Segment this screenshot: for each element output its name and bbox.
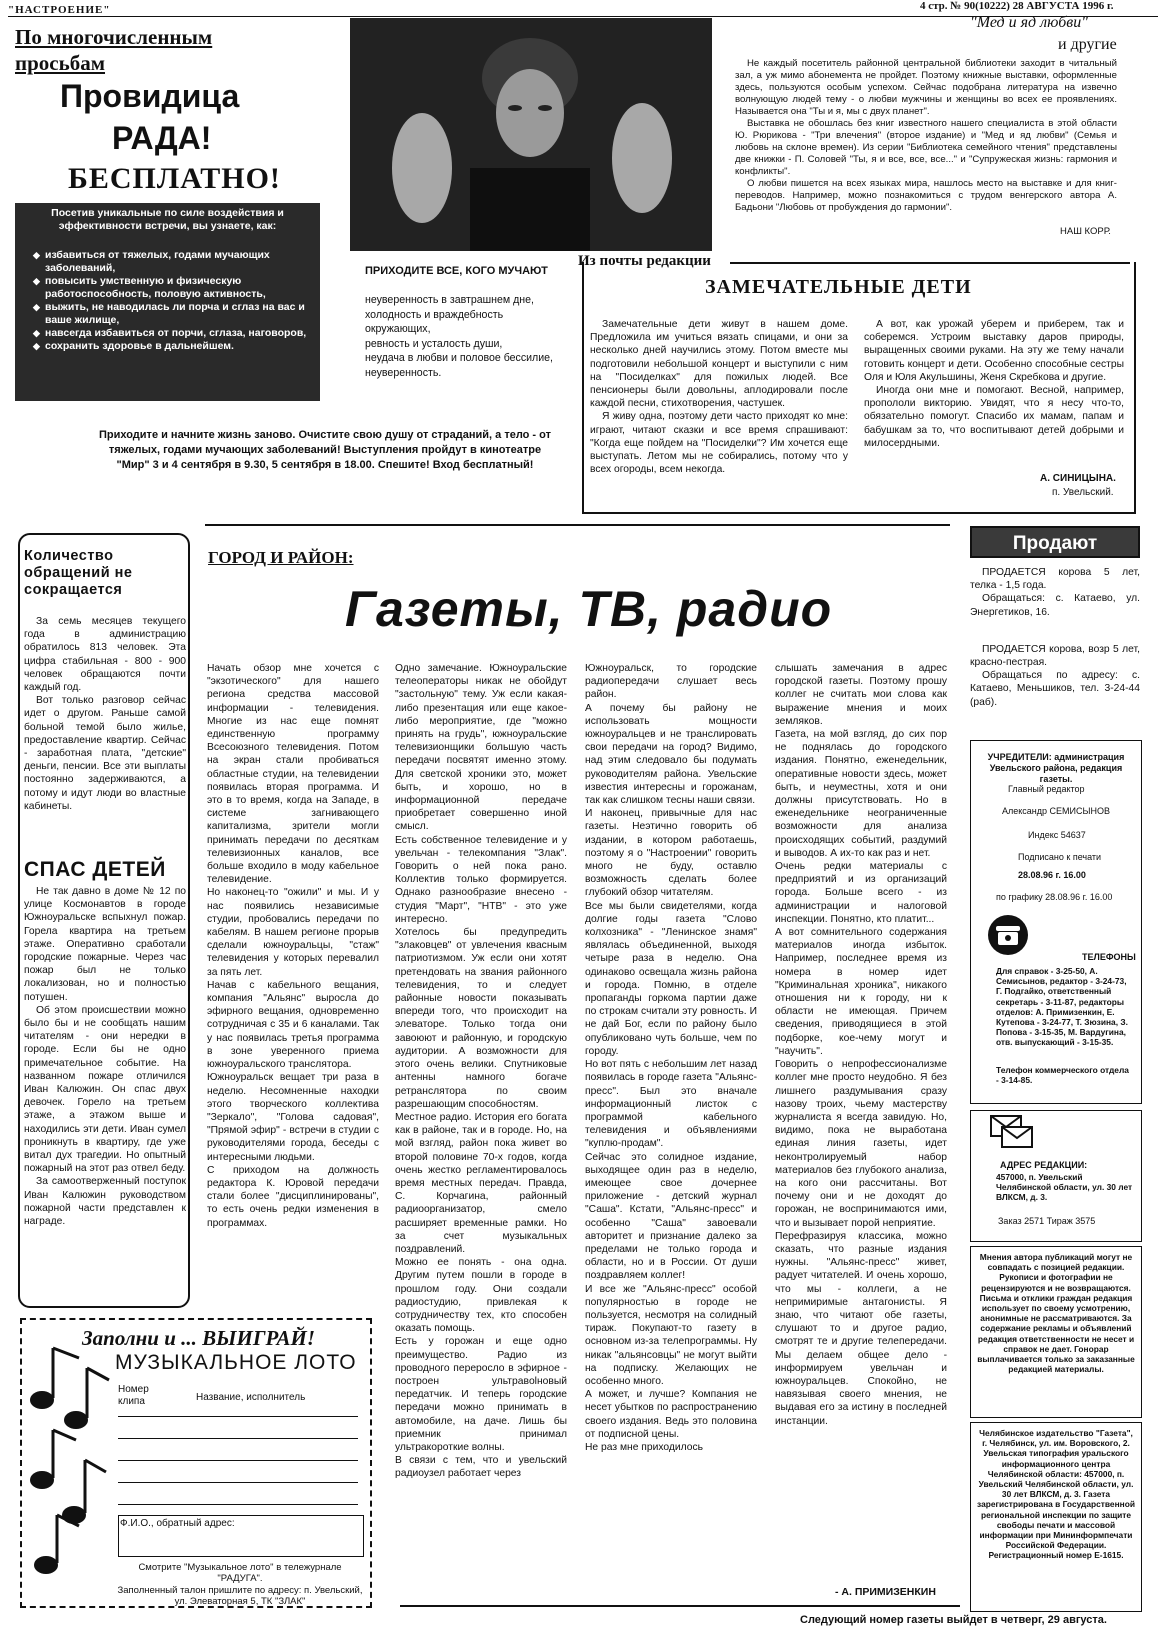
library-body <box>735 58 1117 214</box>
requests-body <box>24 615 186 813</box>
kids-kicker: Из почты редакции <box>578 253 711 269</box>
loto-number-label: Номер клипа <box>118 1384 149 1407</box>
publisher-text: Челябинское издательство "Газета", г. Челябинск, ул. им. Воровского, 2. Увельская типография уральского информационного центра Челябинской области: 457000, п. Увельский Челябинской области, ул. 30 лет ВЛКСМ, д. 3. Газета зарегистрирована в Государственной региональной инспекции по защите свободы печати и массовой информации при Мининформпечати Российской Федерации. Регистрационный номер Е-1615. <box>977 1428 1135 1561</box>
paragraph: О любви пишется на всех языках мира, нашлось место на выставке и для книг-переводов. Например, можно познакомиться с трудом венгерского автора А. Бадьони "Любовь от пробуждения до гармонии". <box>735 178 1117 213</box>
main-col-3: Южноуральск, то городские радиопередачи слушает весь район. А почему бы району не использовать мощности южноуральцев и не транслировать свои передачи на город? Видимо, над этим следовало бы подумать руководителям района. Увельские известия интересны и горожанам, так как слишком тесны наши связи. И наконец, привычные для нас газеты. Неэтично говорить об издании, в котором работаешь, поэтому я о "Настроении" говорить много не буду, оставлю возможность сделать более глубокий обзор читателям. Все мы были свидетелями, когда долгие годы газета "Слово колхозника" - "Ленинское знамя" являлась объединенной, выходя четыре раза в неделю. Она одинаково освещала жизнь района и города. Помню, в отделе пропаганды горкома партии даже по строкам считали эту ровность. И не дай Бог, если по району было опубликовано чуть больше, чем по городу. Но вот пять с небольшим лет назад появилась в городе газета "Альянс-пресс". Был это вначале информационный листок с программой кабельного телевидения и объявлениями "куплю-продам". Сейчас это солидное издание, выходящее один раз в неделю, имеющее свое дочернее приложение - детский журнал "Саша". Кстати, "Альянс-пресс" и особенно "Саша" завоевали авторитет и признание далеко за пределами не только города и области, но и в России. От души поздравляем коллег! И все же "Альянс-пресс" особой популярностью в городе не пользуется, несмотря на солидный тираж. Покупают-то газету в основном из-за телепрограммы. Ну никак "альянсовцы" не могут выйти на подписку. Желающих не особенно много. А может, и лучше? Компания не несет убытков по распространению своего издания. Ведь это половина от подписной цены. Не раз мне приходилось <box>585 663 757 1453</box>
imprint-editor-role: Главный редактор <box>1008 784 1085 794</box>
imprint-schedule: по графику 28.08.96 г. 16.00 <box>996 892 1113 902</box>
ad-text: ПРОДАЕТСЯ корова 5 лет, телка - 1,5 года. <box>970 567 1140 592</box>
imprint-phones: Для справок - 3-25-50, А. Семисынов, редактор - 3-24-73, Г. Подгайко, ответственный секретарь - 3-11-87, редакторы отделов: А. Примизенкин, Е. Кутепова - 3-24-77, Т. Зюзина, З. Попова - 3-15-35, М. Вардугина, отв. выпускающий - 3-15-35. <box>996 966 1128 1048</box>
mail-icon <box>990 1115 1034 1154</box>
loto-kicker: Заполни и ... ВЫИГРАЙ! <box>82 1326 316 1350</box>
imprint-signed-date: 28.08.96 г. 16.00 <box>1018 870 1086 880</box>
paragraph: А вот, как урожай уберем и приберем, так и соберемся. Устроим выставку даров природы, выращенных своими руками. На эту же тему начали готовить концерт и дети. Особенно способные сестры Оля и Юля Акульшины, Женя Скребкова и другие. <box>864 319 1124 383</box>
loto-send: Заполненный талон пришлите по адресу: п. Увельский, ул. Элеваторная 5, ТК "ЗЛАК" <box>117 1585 363 1607</box>
list-item: холодность и враждебность окружающих, <box>365 308 504 335</box>
psychic-kicker: По многочисленным просьбам <box>15 25 213 75</box>
come-list <box>365 293 565 380</box>
phone-icon <box>988 915 1028 955</box>
issue-info: 4 стр. № 90(10222) 28 АВГУСТА 1996 г. <box>920 0 1114 12</box>
library-sign: НАШ КОРР. <box>1060 226 1111 237</box>
list-item: неуверенность в завтрашнем дне, <box>365 294 534 306</box>
paragraph: Иногда они мне и помогают. Весной, например, пропололи викторию. Увидят, что я несу что-то, обязательно помогут. Спасибо их мамам, папам и бабушкам за то, что воспитывают детей добрыми и милосердными. <box>864 385 1124 449</box>
psychic-title-2: РАДА! <box>112 120 212 156</box>
rescue-title: СПАС ДЕТЕЙ <box>24 858 166 881</box>
main-title: Газеты, ТВ, радио <box>345 581 833 637</box>
psychic-box-intro: Посетив уникальные по силе воздействия и эффективности встречи, вы узнаете, как: <box>51 207 284 232</box>
kids-sign-2: п. Увельский. <box>1052 487 1114 498</box>
psychic-footer: Приходите и начните жизнь заново. Очистите свою душу от страданий, а тело - от тяжелых, годами мучающих заболеваний! Выступления пройдут в кинотеатре "Мир" 3 и 4 сентября в 9.30, 5 сентября в 18.00. Спешите! Вход бесплатный! <box>99 429 551 471</box>
disclaimer-text: Мнения автора публикаций могут не совпадать с позицией редакции. Рукописи и фотографии не рецензируются и не возвращаются. Письма и отклики граждан редакция использует по своему усмотрению, анонимные не рассматриваются. За содержание рекламы и объявлений редакция ответственности не несет и справок не дает. Гонорар выплачивается только за заказанные редакцией материалы. <box>977 1252 1135 1375</box>
loto-watch: Смотрите "Музыкальное лото" в тележурнале "РАДУГА". <box>138 1562 342 1584</box>
imprint-commerce: Телефон коммерческого отдела - 3-14-85. <box>996 1065 1129 1086</box>
address-title: АДРЕС РЕДАКЦИИ: <box>1000 1160 1088 1170</box>
paragraph: За самоотверженный поступок Иван Калюжин руководством пожарной части представлен к награде. <box>24 1176 186 1228</box>
psychic-title-1: Провидица <box>60 78 240 114</box>
library-title-1: "Мед и яд любви" <box>970 14 1088 31</box>
main-rubric: ГОРОД И РАЙОН: <box>208 548 354 567</box>
psychic-title-3: БЕСПЛАТНО! <box>68 162 281 195</box>
next-issue-note: Следующий номер газеты выйдет в четверг, 29 августа. <box>800 1614 1107 1626</box>
psychic-benefits-list <box>21 249 314 353</box>
section-label: "НАСТРОЕНИЕ" <box>8 4 111 16</box>
psychic-photo <box>350 18 712 251</box>
psychic-benefits-box <box>15 203 320 401</box>
list-item: ◆ избавиться от тяжелых, годами мучающих заболеваний, <box>33 249 314 275</box>
list-item: ◆ сохранить здоровье в дальнейшем. <box>33 340 314 353</box>
paragraph: Замечательные дети живут в нашем доме. Предложила им учиться вязать спицами, и они за несколько дней научились этому. Потом вместе мы подготовили небольшой концерт и выступили с ним на "Посиделках" для пожилых людей. Все пенсионеры были довольны, аплодировали после каждой песни, стихотворения, частушек. <box>590 319 848 410</box>
loto-title: МУЗЫКАЛЬНОЕ ЛОТО <box>115 1351 357 1374</box>
ad-text: Обращаться: с. Катаево, ул. Энергетиков, 16. <box>970 593 1140 618</box>
ad-text: Обращаться по адресу: с. Катаево, Меньшиков, тел. 3-24-44 (раб). <box>970 670 1140 708</box>
list-item: неуверенность. <box>365 366 442 379</box>
order-info: Заказ 2571 Тираж 3575 <box>998 1216 1096 1226</box>
sale-title: Продают <box>1012 533 1098 554</box>
paragraph: Вот только разговор сейчас идет о другом. Раньше самой больной темой было жилье, предоставление квартир. Сейчас - заработная плата, "детские" деньги, пенсии. Все эти выплаты постоянно задерживаются, а потому и идут люди во властные кабинеты. <box>24 695 186 812</box>
paragraph: Не каждый посетитель районной центральной библиотеки заходит в читальный зал, а уж мимо абонемента не пройдет. Поэтому книжные выставки, оформленные здесь, пользуются особым успехом. Сейчас подобрана литература на извечно волнующую людей тему - о любви мужчины и женщины во всех ее проявлениях. Называется она "Ты и я, мы с двух планет". <box>735 58 1117 117</box>
loto-fio-label: Ф.И.О., обратный адрес: <box>120 1518 235 1529</box>
paragraph: Об этом происшествии можно было бы и не сообщать нашим читателям - они нередки в городе. Если бы не одно примечательное событие. На названном пожаре отличился Иван Калюжин. Он спас двух девочек. Горело на третьем этаже, а этажом выше и находились эти дети. Иван сумел проникнуть в квартиру, где уже витал дух трагедии. Но опытный пожарный на этот раз отвел беду. <box>24 1004 186 1175</box>
main-sign: - А. ПРИМИЗЕНКИН <box>835 1586 936 1598</box>
library-title-2: и другие <box>1058 36 1117 53</box>
list-item: неудача в любви и половое бессилие, <box>365 352 553 364</box>
imprint-signed: Подписано к печати <box>1018 852 1102 862</box>
list-item: ◆ навсегда избавиться от порчи, сглаза, наговоров, <box>33 327 314 340</box>
address-text: 457000, п. Увельский Челябинской области, ул. 30 лет ВЛКСМ, д. 3. <box>996 1172 1133 1203</box>
main-col-2: Одно замечание. Южноуральские телеоператоры никак не обойдут "застольную" тему. Уж если какая-либо презентация или еще какое-либо мероприятие, где "можно принять на грудь", южноуральские телевизионщики большую часть передачи посвятят именно этому. Для светской хроники это, может быть, и хорошо, но в информационной передаче приобретает совершенно иной смысл. Есть собственное телевидение и у увельчан - телекомпания "Злак". Говорить о ней пока рано. Коллектив только формируется. Однако разнообразие внесено - студия "Март", "НТВ" - это уже интересно. Хотелось бы предупредить "злаковцев" от увлечения квасным патриотизмом. Уж если они хотят претендовать на звания районного телевидения, то и следует районные новости показывать впереди того, что происходит на элеваторе. Только тогда они завоюют и районную, и городскую аудитории. А возможности для этого очень велики. Спутниковые антенны намного богаче ретранслятора по своим разрешающим способностям. Местное радио. История его богата как в районе, так и в городе. Но, на мой взгляд, район пока живет во второй половине 70-х годов, когда очень жестко регламентировалось время местных передач. Правда, С. Корчагина, районный радиоорганизатор, смело расширяет временные рамки. Но за счет музыкальных поздравлений. Можно ее понять - она одна. Другим путем пошли в городе в прошлом году. Они создали радиостудию, привлекая к сотрудничеству тех, кто способен оказать помощь. Есть у горожан и еще одно преимущество. Радио из проводного переросло в эфирное - построен ультравolновый передатчик. И теперь городские передачи можно принимать в автомобиле, на даче. Лишь бы приемник принимал ультракороткие волны. В связи с тем, что и увельский радиоузел работает через <box>395 663 567 1480</box>
paragraph: За семь месяцев текущего года в администрацию обратилось 813 человек. Эта цифра стабильная - 800 - 900 человек обращаются почти каждый год. <box>24 616 186 694</box>
sale-header <box>970 526 1140 558</box>
music-notes-icon <box>24 1340 114 1605</box>
sale-ads <box>970 566 1140 709</box>
list-item: ◆ повысить умственную и физическую работоспособность, половую активность, <box>33 275 314 301</box>
main-col-4: слышать замечания в адрес городской газеты. Поэтому прошу коллег не считать мои слова как выражение мнения и моих земляков. Газета, на мой взгляд, до сих пор не поднялась до городского издания. Понятно, еженедельник, оперативные новости здесь, может быть, и неуместны, хотя и они должны присутствовать. Но в еженедельнике неограниченные возможности для анализа происходящих событий, раздумий и выводов. А их-то как раз и нет. Очень редки материалы с предприятий и из организаций города. Больше всего - из администрации и налоговой инспекции. Понятно, кто платит... А вот сомнительного содержания материалов иногда избыток. Например, последнее время из номера в номер идет "Криминальная хроника", никакого отношения ни к городу, ни к области не имеющая. Причем сведения, приводящиеся в этой подборке, кое-чему могут и "научить". Говорить о непрофессионализме коллег мне просто неудобно. Я без лишнего раздумывания сразу назову троих, чьему мастерству журналиста я всегда завидую. Но, видимо, пока не выработана единая линия газеты, идет неконтролируемый набор материалов без глубокого анализа, на кого они рассчитаны. Вот почему они и не доходят до горожан, не воспринимаются ими, что и вызывает порой неприятие. Перефразируя классика, можно сказать, что разные издания нужны. "Альянс-пресс" живет, радует читателей. И очень хорошо, что мы - коллеги, а не непримиримые антагонисты. Я знаю, что читают обе газеты, слушают то и другое радио, смотрят те и другие телепередачи. Мы делаем общее дело - информируем увельчан и южноуральцев. Спокойно, не навязывая своего мнения, не выдавая его за истину в последней инстанции. <box>775 663 947 1427</box>
paragraph: Я живу одна, поэтому дети часто приходят ко мне: играют, читают сказки и все время спрашивают: "Когда еще пойдем на "Посиделки"? Им хочется еще выступать. Летом мы не собирались, потому что у всех огороды, всем некогда. <box>590 411 848 476</box>
imprint-phones-title: ТЕЛЕФОНЫ <box>1082 952 1136 962</box>
loto-name-label: Название, исполнитель <box>196 1392 306 1403</box>
come-title: ПРИХОДИТЕ ВСЕ, КОГО МУЧАЮТ <box>365 265 548 277</box>
kids-col-2 <box>864 318 1124 450</box>
kids-sign-1: А. СИНИЦЫНА. <box>1040 473 1116 484</box>
imprint-editor: Александр СЕМИСЫНОВ <box>1002 806 1110 816</box>
paragraph: Не так давно в доме № 12 по улице Космонавтов в городе Южноуральске вспыхнул пожар. Горела квартира на третьем этаже. Оперативно сработали городские пожарные. Через час пожар был не только локализован, но и полностью потушен. <box>24 886 186 1003</box>
imprint-index: Индекс 54637 <box>1028 830 1086 840</box>
main-col-1: Начать обзор мне хочется с "экзотического" для нашего региона средства массовой информации - телевидения. Многие из нас еще помнят единственную программу Всесоюзного телевидения. Потом на экран стали пробиваться областные студии, на телевидении появилась вторая программа. И это в то время, когда на Западе, в системе загнивающего капитализма, зрители могли принимать передачи по десяткам телевизионных каналов, все больше входило в моду кабельное телевидение. Но наконец-то "ожили" и мы. И у нас появились независимые студии, пробовались передачи по кабелям. В нашем регионе прорыв сделали южноуральцы, "стаж" телевидения у которых перевалил за пять лет. Начав с кабельного вещания, компания "Альянс" выросла до эфирного вещания, одновременно сотрудничая с 35 и 6 каналами. Так у нас появилась третья программа в зоне уверенного приема южноуральского транслятора. Южноуральск вещает три раза в неделю. Несомненные находки этого творческого коллектива "Зеркало", "Голова садовая", "Прямой эфир" - встречи в студии с руководителями города, беседы с интересными людьми. С приходом на должность редактора К. Юровой передачи стали более "дисциплинированы", то есть очень редки изменения в программах. <box>207 663 379 1229</box>
list-item: ◆ выжить, не наводилась ли порча и сглаз на вас и ваше жилище, <box>33 301 314 327</box>
kids-col-1 <box>590 318 848 476</box>
requests-title: Количество обращений не сокращается <box>24 548 133 598</box>
ad-text: ПРОДАЕТСЯ корова, возр 5 лет, красно-пестрая. <box>970 643 1140 669</box>
imprint-founders: УЧРЕДИТЕЛИ: администрация Увельского района, редакция газеты. <box>987 752 1125 784</box>
list-item: ревность и усталость души, <box>365 337 503 350</box>
paragraph: Выставка не обошлась без книг известного нашего специалиста в этой области Ю. Рюрикова - "Три влечения" (второе издание) и "Мед и яд любви" (Семья и любовь на склоне времен). Из серии "Библиотека семейного чтения" представлены две книжки - П. Соловей "Ты, я и все, все, все..." и "Супружеская жизнь: гармония и конфликты". <box>735 118 1117 177</box>
kids-title: ЗАМЕЧАТЕЛЬНЫЕ ДЕТИ <box>705 276 972 298</box>
rescue-body <box>24 885 186 1228</box>
